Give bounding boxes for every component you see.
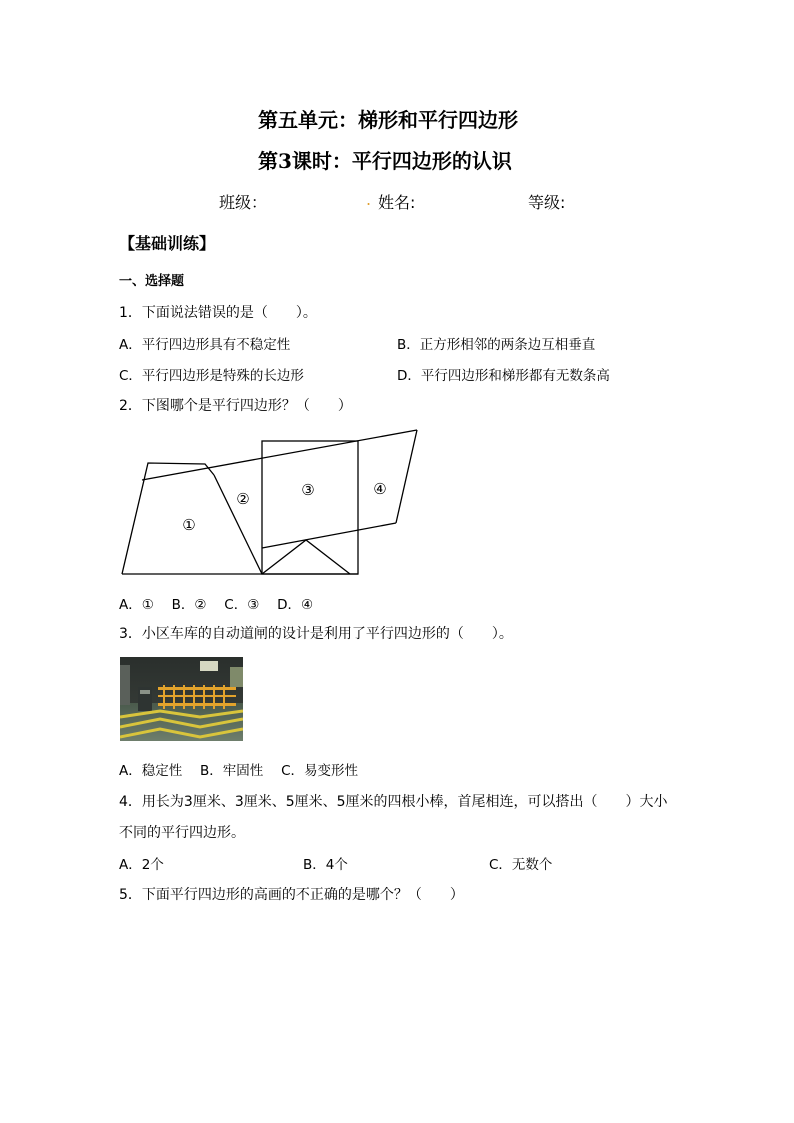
shape-3 <box>262 441 358 574</box>
q4-option-b: B．4个 <box>303 857 348 873</box>
unit-title: 第五单元：梯形和平行四边形 <box>258 108 518 132</box>
separator-dot: . <box>366 190 372 209</box>
q3-stem: 3．小区车库的自动道闸的设计是利用了平行四边形的（ ）。 <box>119 626 513 642</box>
q3-options: A．稳定性 B．牢固性 C．易变形性 <box>119 763 359 779</box>
q2-shapes-figure <box>115 425 425 580</box>
section-title: 【基础训练】 <box>119 234 216 253</box>
shape-label-4: ④ <box>373 480 387 498</box>
q4-option-a: A．2个 <box>119 857 164 873</box>
shape-label-2: ② <box>236 490 250 508</box>
shape-label-1: ① <box>182 516 196 534</box>
parallelogram-bottom <box>262 523 396 548</box>
q1-option-d: D．平行四边形和梯形都有无数条高 <box>397 368 610 384</box>
q1-option-a: A．平行四边形具有不稳定性 <box>119 337 291 353</box>
parallelogram-top <box>142 430 417 480</box>
q2-options: A．① B．② C．③ D．④ <box>119 597 314 613</box>
class-label: 班级： <box>219 193 268 212</box>
q2-stem: 2．下图哪个是平行四边形？（ ） <box>119 398 352 414</box>
q1-option-c: C．平行四边形是特殊的长边形 <box>119 368 304 384</box>
q4-stem-line1: 4．用长为3厘米、3厘米、5厘米、5厘米的四根小棒，首尾相连，可以搭出（ ）大小 <box>119 794 668 810</box>
lesson-title: 第3课时：平行四边形的认识 <box>258 149 512 173</box>
shape-1 <box>122 463 214 574</box>
name-label: 姓名: <box>378 193 416 212</box>
q1-stem: 1．下面说法错误的是（ ）。 <box>119 305 317 321</box>
section-subtitle: 一、选择题 <box>119 274 185 289</box>
parallelogram-right <box>396 430 417 523</box>
shape-label-3: ③ <box>301 481 315 499</box>
garage-barrier-photo <box>120 657 243 741</box>
q5-stem: 5．下面平行四边形的高画的不正确的是哪个？（ ） <box>119 887 464 903</box>
q4-option-c: C．无数个 <box>489 857 553 873</box>
q4-stem-line2: 不同的平行四边形。 <box>119 825 245 841</box>
grade-label: 等级: <box>528 193 566 212</box>
q1-option-b: B．正方形相邻的两条边互相垂直 <box>397 337 596 353</box>
